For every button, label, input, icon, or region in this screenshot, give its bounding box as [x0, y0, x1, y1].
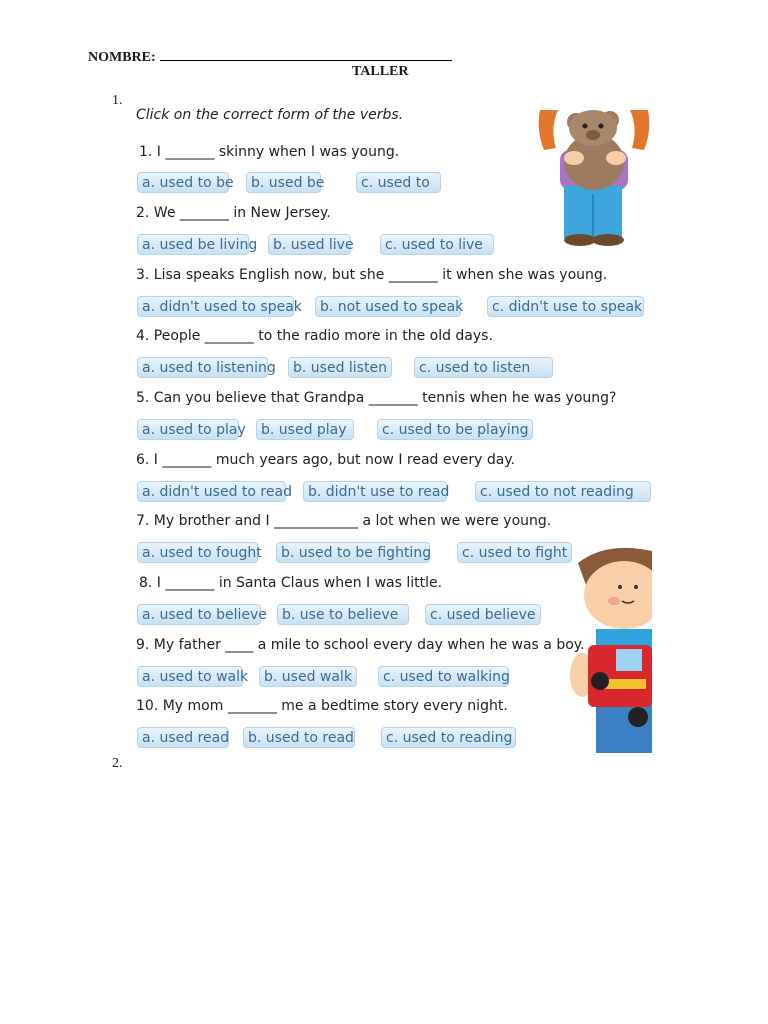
option-10a[interactable]: a. used read [137, 727, 229, 748]
option-7c[interactable]: c. used to fight [457, 542, 572, 563]
question-10: 10. My mom _______ me a bedtime story every night. [136, 698, 508, 714]
option-9c[interactable]: c. used to walking [378, 666, 509, 687]
option-8a[interactable]: a. used to believe [137, 604, 261, 625]
option-8b[interactable]: b. use to believe [277, 604, 409, 625]
question-2: 2. We _______ in New Jersey. [136, 205, 331, 221]
name-label: NOMBRE: [88, 50, 156, 65]
option-8c[interactable]: c. used believe [425, 604, 541, 625]
option-3c[interactable]: c. didn't use to speak [487, 296, 644, 317]
question-6: 6. I _______ much years ago, but now I read every day. [136, 452, 516, 468]
option-3b[interactable]: b. not used to speak [315, 296, 461, 317]
name-blank-line[interactable] [160, 46, 452, 61]
name-field [88, 46, 452, 66]
option-4b[interactable]: b. used listen [288, 357, 392, 378]
section-number-2: 2. [112, 756, 123, 771]
option-9b[interactable]: b. used walk [259, 666, 357, 687]
option-5a[interactable]: a. used to play [137, 419, 239, 440]
question-5: 5. Can you believe that Grandpa _______ tennis when he was young? [136, 390, 617, 406]
option-1a[interactable]: a. used to be [137, 172, 229, 193]
option-2b[interactable]: b. used live [268, 234, 351, 255]
question-8: 8. I _______ in Santa Claus when I was little. [139, 575, 443, 591]
question-1: 1. I _______ skinny when I was young. [139, 144, 400, 160]
option-6a[interactable]: a. didn't used to read [137, 481, 286, 502]
option-5b[interactable]: b. used play [256, 419, 354, 440]
option-10c[interactable]: c. used to reading [381, 727, 516, 748]
option-2a[interactable]: a. used be living [137, 234, 249, 255]
option-10b[interactable]: b. used to read [243, 727, 355, 748]
option-3a[interactable]: a. didn't used to speak [137, 296, 294, 317]
question-7: 7. My brother and I ____________ a lot when we were young. [136, 513, 552, 529]
section-number-1: 1. [112, 93, 123, 108]
instructions: Click on the correct form of the verbs. [136, 107, 404, 123]
question-9: 9. My father ____ a mile to school every day when he was a boy. [136, 637, 585, 653]
option-9a[interactable]: a. used to walk [137, 666, 243, 687]
option-4c[interactable]: c. used to listen [414, 357, 553, 378]
option-1b[interactable]: b. used be [246, 172, 321, 193]
option-6b[interactable]: b. didn't use to read [303, 481, 447, 502]
girl-with-teddy-illustration [536, 110, 652, 248]
question-3: 3. Lisa speaks English now, but she _______ it when she was young. [136, 267, 608, 283]
option-6c[interactable]: c. used to not reading [475, 481, 651, 502]
option-4a[interactable]: a. used to listening [137, 357, 268, 378]
option-7b[interactable]: b. used to be fighting [276, 542, 430, 563]
option-7a[interactable]: a. used to fought [137, 542, 258, 563]
option-2c[interactable]: c. used to live [380, 234, 494, 255]
option-5c[interactable]: c. used to be playing [377, 419, 533, 440]
boy-with-firetruck-illustration [566, 545, 652, 753]
page-title: TALLER [352, 64, 409, 79]
option-1c[interactable]: c. used to [356, 172, 441, 193]
question-4: 4. People _______ to the radio more in the old days. [136, 328, 493, 344]
